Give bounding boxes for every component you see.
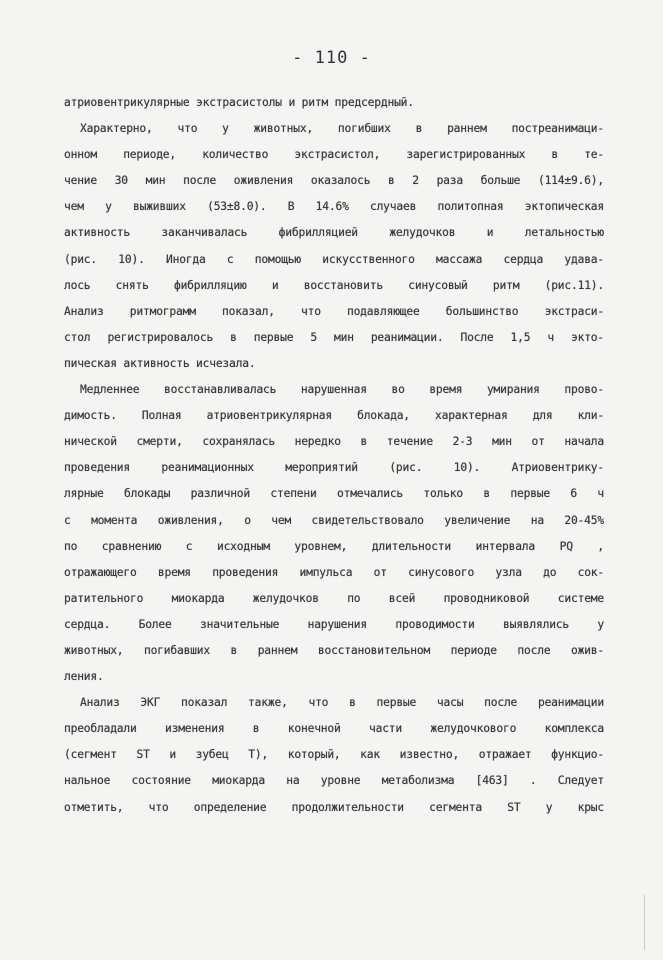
text-line: активность заканчивалась фибрилляцией желудочков и летальностью [64,226,604,240]
text-line: отражающего время проведения импульса от синусового узла до сок- [64,565,604,579]
text-line: Медленнее восстанавливалась нарушенная во время умирания прово- [80,383,604,397]
text-line: сердца. Более значительные нарушения проводимости выявлялись у [64,617,604,631]
page-number: - 110 - [292,48,371,68]
text-line: ратительного миокарда желудочков по всей проводниковой системе [64,591,604,605]
text-line: животных, погибавших в раннем восстановительном периоде после ожив- [64,643,604,657]
text-line: преобладали изменения в конечной части желудочкового комплекса [64,722,604,736]
body-text [64,90,604,821]
text-line: (рис. 10). Иногда с помощью искусственного массажа сердца удава- [64,252,604,266]
text-line: димость. Полная атриовентрикулярная блокада, характерная для кли- [64,409,604,423]
text-line: стол регистрировалось в первые 5 мин реанимации. После 1,5 ч экто- [64,330,604,344]
text-line: атриовентрикулярные экстрасистолы и ритм предсердный. [64,96,414,109]
text-line: проведения реанимационных мероприятий (рис. 10). Атриовентрику- [64,461,604,475]
text-line: Анализ ЭКГ показал также, что в первые часы после реанимации [80,696,604,710]
text-line: Анализ ритмограмм показал, что подавляющее большинство экстраси- [64,304,604,318]
text-line: отметить, что определение продолжительности сегмента ST у крыс [64,800,604,814]
text-line: онном периоде, количество экстрасистол, зарегистрированных в те- [64,148,604,162]
text-line: нической смерти, сохранялась нередко в течение 2-3 мин от начала [64,435,604,449]
text-line: с момента оживления, о чем свидетельствовало увеличение на 20-45% [64,513,604,527]
text-line: по сравнению с исходным уровнем, длительности интервала PQ , [64,539,604,553]
text-line: лось снять фибрилляцию и восстановить синусовый ритм (рис.11). [64,278,604,292]
text-line: (сегмент ST и зубец Т), который, как известно, отражает функцио- [64,748,604,762]
text-line: нальное состояние миокарда на уровне метаболизма [463] . Следует [64,774,604,788]
text-line: чем у выживших (53±8.0). В 14.6% случаев политопная эктопическая [64,200,604,214]
text-line: Характерно, что у животных, погибших в раннем постреанимаци- [80,122,604,136]
text-line: ления. [64,670,104,684]
text-line: лярные блокады различной степени отмечались только в первые 6 ч [64,487,604,501]
scan-edge-mark [644,895,645,950]
text-line: чение 30 мин после оживления оказалось в 2 раза больше (114±9.6), [64,174,604,188]
text-line: пическая активность исчезала. [64,356,256,370]
